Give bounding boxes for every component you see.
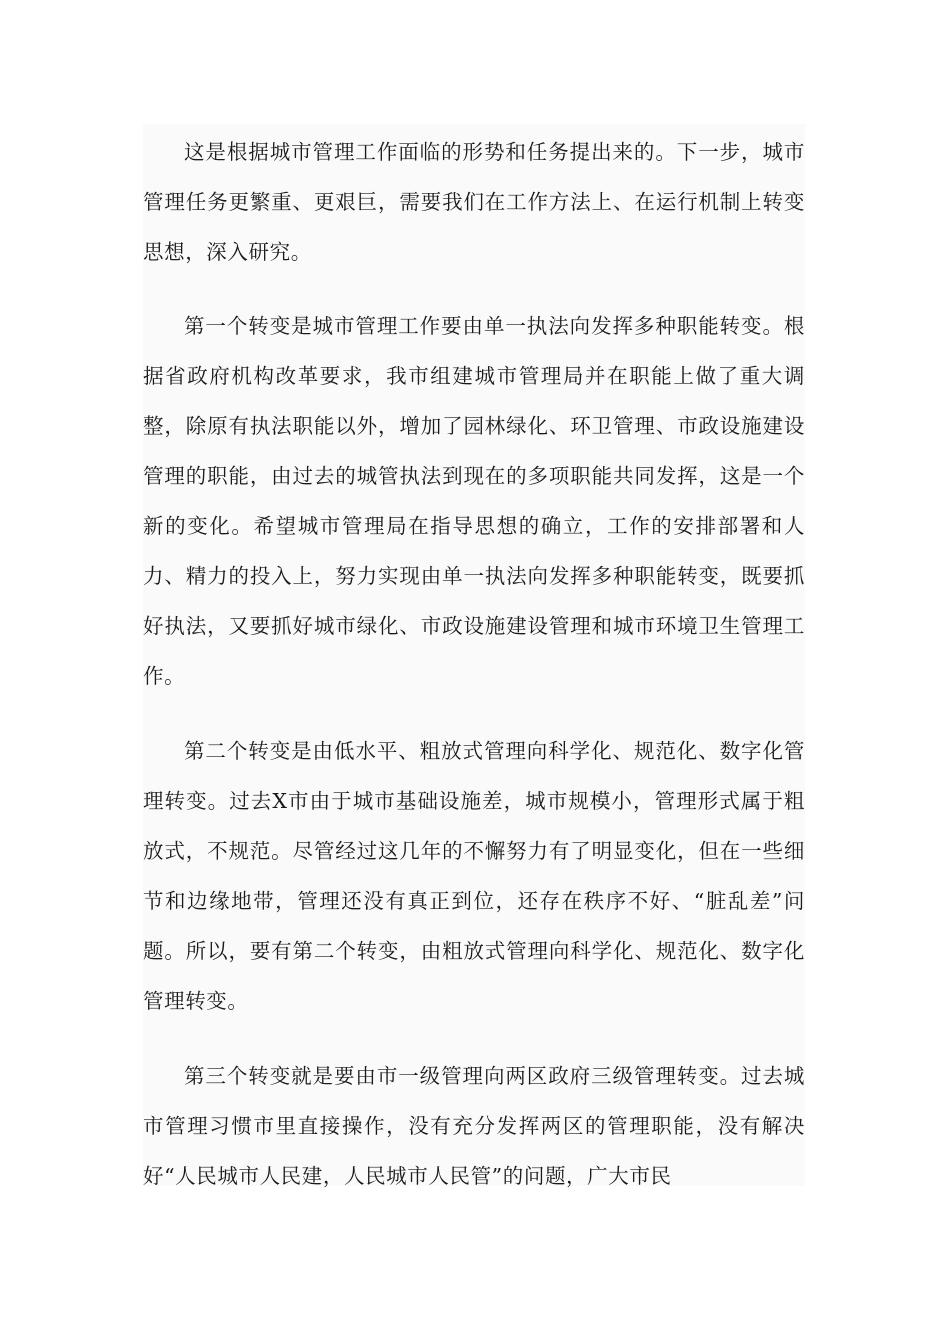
paragraph-3: 第二个转变是由低水平、粗放式管理向科学化、规范化、数字化管理转变。过去X市由于城市基础设施差，城市规模小，管理形式属于粗放式，不规范。尽管经过这几年的不懈努力有了明显变化，但在一些细节和边缘地带，管理还没有真正到位，还存在秩序不好、“脏乱差”问题。所以，要有第二个转变，由粗放式管理向科学化、规范化、数字化管理转变。 [143, 739, 805, 1013]
paragraph-1: 这是根据城市管理工作面临的形势和任务提出来的。下一步，城市管理任务更繁重、更艰巨，需要我们在工作方法上、在运行机制上转变思想，深入研究。 [143, 140, 805, 264]
paragraph-4: 第三个转变就是要由市一级管理向两区政府三级管理转变。过去城市管理习惯市里直接操作，没有充分发挥两区的管理职能，没有解决好“人民城市人民建，人民城市人民管”的问题，广大市民 [143, 1064, 805, 1188]
document-body [143, 124, 805, 1186]
paragraph-2: 第一个转变是城市管理工作要由单一执法向发挥多种职能转变。根据省政府机构改革要求，我市组建城市管理局并在职能上做了重大调整，除原有执法职能以外，增加了园林绿化、环卫管理、市政设施建设管理的职能，由过去的城管执法到现在的多项职能共同发挥，这是一个新的变化。希望城市管理局在指导思想的确立，工作的安排部署和人力、精力的投入上，努力实现由单一执法向发挥多种职能转变，既要抓好执法，又要抓好城市绿化、市政设施建设管理和城市环境卫生管理工作。 [143, 314, 805, 688]
